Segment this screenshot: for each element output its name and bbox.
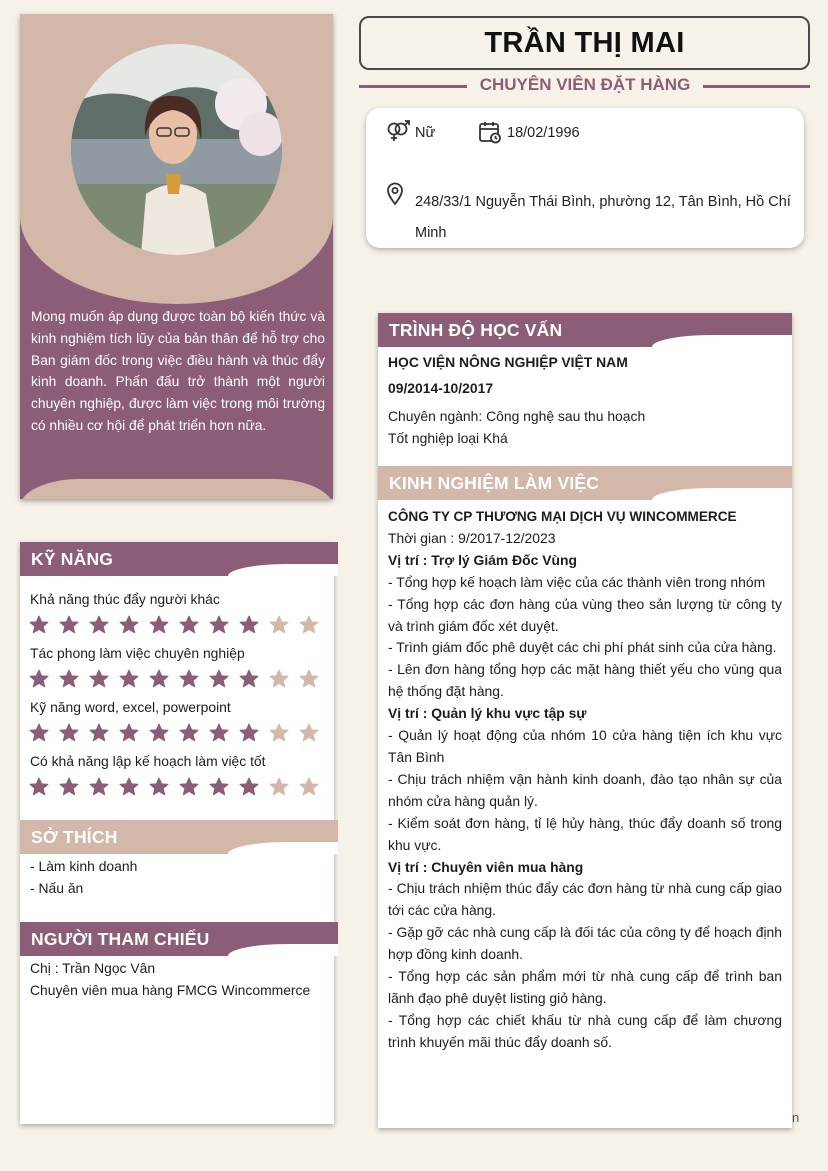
skill-rating — [29, 669, 319, 689]
role-item: - Kiểm soát đơn hàng, tỉ lệ hủy hàng, thúc đẩy doanh số trong khu vực. — [388, 814, 782, 853]
star-empty-icon — [269, 777, 289, 797]
location-pin-icon — [386, 182, 404, 211]
star-empty-icon — [299, 615, 319, 635]
star-filled-icon — [119, 777, 139, 797]
profile-card — [20, 14, 333, 499]
experience-period: Thời gian : 9/2017-12/2023 — [388, 529, 556, 546]
gender-icon — [386, 120, 410, 147]
title-divider-left — [359, 85, 467, 88]
role-item: - Tổng hợp các sản phẩm mới từ nhà cung cấp để trình ban lãnh đạo phê duyệt listing giỏ hàng. — [388, 968, 782, 1006]
role-title: Vị trí : Trợ lý Giám Đốc Vùng — [388, 551, 577, 568]
skills-heading: KỸ NĂNG — [31, 548, 114, 569]
role-title: Vị trí : Chuyên viên mua hàng — [388, 858, 584, 875]
star-filled-icon — [209, 777, 229, 797]
star-filled-icon — [209, 723, 229, 743]
reference-position: Chuyên viên mua hàng FMCG Wincommerce — [30, 982, 311, 998]
references-heading: NGƯỜI THAM CHIẾU — [31, 928, 210, 949]
role-item: - Quản lý hoạt động của nhóm 10 cửa hàng tiện ích khu vực Tân Bình — [388, 727, 782, 765]
star-filled-icon — [209, 615, 229, 635]
address-line-2: Minh — [415, 225, 447, 241]
star-filled-icon — [239, 723, 259, 743]
gender-value: Nữ — [415, 125, 436, 141]
role-item: - Gặp gỡ các nhà cung cấp là đối tác của công ty để hoạch định hợp đồng kinh doanh. — [388, 924, 782, 963]
skills-card — [20, 542, 334, 1124]
references-banner — [20, 922, 338, 956]
star-filled-icon — [209, 669, 229, 689]
star-empty-icon — [299, 723, 319, 743]
star-filled-icon — [179, 615, 199, 635]
main-content-card — [378, 313, 792, 1128]
reference-name: Chị : Trần Ngọc Vân — [30, 960, 156, 976]
experience-body — [388, 506, 782, 1054]
star-filled-icon — [89, 777, 109, 797]
star-filled-icon — [239, 669, 259, 689]
star-filled-icon — [119, 723, 139, 743]
experience-company: CÔNG TY CP THƯƠNG MẠI DỊCH VỤ WINCOMMERCE — [388, 509, 737, 524]
skill-rating — [29, 777, 319, 797]
star-filled-icon — [29, 615, 49, 635]
banner-tail — [652, 488, 792, 500]
banner-tail — [228, 944, 338, 956]
hobby-item: - Nấu ăn — [30, 880, 84, 896]
watermark: n — [792, 1110, 800, 1125]
skill-rating — [29, 615, 319, 635]
skills-banner — [20, 542, 338, 576]
title-divider-right — [703, 85, 810, 88]
star-filled-icon — [89, 723, 109, 743]
experience-banner — [378, 466, 792, 500]
calendar-icon — [478, 120, 502, 149]
skill-label: Khả năng thúc đẩy người khác — [30, 591, 220, 607]
star-filled-icon — [149, 723, 169, 743]
personal-info-card — [366, 108, 804, 248]
star-empty-icon — [269, 615, 289, 635]
birthdate-value: 18/02/1996 — [507, 125, 580, 141]
role-item: - Tổng hợp kế hoạch làm việc của các thành viên trong nhóm — [388, 573, 766, 590]
star-filled-icon — [239, 615, 259, 635]
hobby-item: - Làm kinh doanh — [30, 858, 138, 874]
skill-rating — [29, 723, 319, 743]
star-empty-icon — [269, 723, 289, 743]
star-filled-icon — [179, 777, 199, 797]
skill-label: Tác phong làm việc chuyên nghiệp — [30, 645, 245, 661]
role-title: Vị trí : Quản lý khu vực tập sự — [388, 705, 587, 722]
star-filled-icon — [119, 615, 139, 635]
role-item: - Tổng hợp các đơn hàng của vùng theo sản lượng từ công ty và trình giám đốc xét duyệt. — [388, 595, 782, 634]
hobbies-heading: SỞ THÍCH — [31, 826, 118, 847]
star-filled-icon — [149, 777, 169, 797]
star-empty-icon — [269, 669, 289, 689]
star-empty-icon — [299, 669, 319, 689]
role-item: - Tổng hợp các chiết khấu từ nhà cung cấp để làm chương trình khuyến mãi thúc đẩy doanh số. — [388, 1011, 782, 1050]
education-major: Chuyên ngành: Công nghệ sau thu hoạch — [388, 408, 646, 424]
star-empty-icon — [299, 777, 319, 797]
star-filled-icon — [29, 669, 49, 689]
role-item: - Trình giám đốc phê duyệt các chi phí phát sinh của cửa hàng. — [388, 639, 777, 656]
education-period: 09/2014-10/2017 — [388, 380, 494, 396]
address-line-1: 248/33/1 Nguyễn Thái Bình, phường 12, Tân Bình, Hồ Chí — [415, 194, 791, 210]
role-item: - Lên đơn hàng tổng hợp các mặt hàng thiết yếu cho vùng qua hệ thống đặt hàng. — [388, 661, 782, 700]
banner-tail — [228, 564, 338, 576]
star-filled-icon — [59, 777, 79, 797]
role-item: - Chịu trách nhiệm thúc đẩy các đơn hàng từ nhà cung cấp giao tới các cửa hàng. — [388, 880, 782, 919]
education-heading: TRÌNH ĐỘ HỌC VẤN — [389, 319, 563, 340]
star-filled-icon — [239, 777, 259, 797]
star-filled-icon — [89, 669, 109, 689]
role-item: - Chịu trách nhiệm vận hành kinh doanh, đào tạo nhân sự của nhóm cửa hàng quản lý. — [388, 770, 782, 809]
job-title: CHUYÊN VIÊN ĐẶT HÀNG — [479, 75, 691, 94]
career-objective: Mong muốn áp dụng được toàn bộ kiến thức và kinh nghiệm tích lũy của bản thân để hỗ trợ cho Ban giám đốc trong việc điều hành và thúc đẩy kinh doanh. Phấn đấu trở thành một người chuyên nghiệp, được làm việc trong môi trường có nhiều cơ hội để phát triển hơn nữa. — [31, 309, 325, 433]
name-box: TRẦN THỊ MAI — [359, 16, 810, 70]
education-school: HỌC VIỆN NÔNG NGHIỆP VIỆT NAM — [388, 354, 628, 370]
star-filled-icon — [179, 723, 199, 743]
star-filled-icon — [29, 723, 49, 743]
star-filled-icon — [119, 669, 139, 689]
experience-heading: KINH NGHIỆM LÀM VIỆC — [389, 472, 600, 493]
hobbies-banner — [20, 820, 338, 854]
banner-tail — [228, 842, 338, 854]
banner-tail — [652, 335, 792, 347]
star-filled-icon — [29, 777, 49, 797]
skill-label: Có khả năng lập kế hoạch làm việc tốt — [30, 753, 266, 769]
education-grade: Tốt nghiệp loại Khá — [388, 430, 508, 446]
star-filled-icon — [59, 723, 79, 743]
profile-bottom-arc — [20, 479, 333, 499]
star-filled-icon — [149, 615, 169, 635]
star-filled-icon — [59, 669, 79, 689]
star-filled-icon — [89, 615, 109, 635]
address-value — [415, 187, 795, 249]
star-filled-icon — [149, 669, 169, 689]
star-filled-icon — [59, 615, 79, 635]
profile-photo — [71, 44, 282, 255]
education-banner — [378, 313, 792, 347]
star-filled-icon — [179, 669, 199, 689]
skill-label: Kỹ năng word, excel, powerpoint — [30, 699, 231, 715]
